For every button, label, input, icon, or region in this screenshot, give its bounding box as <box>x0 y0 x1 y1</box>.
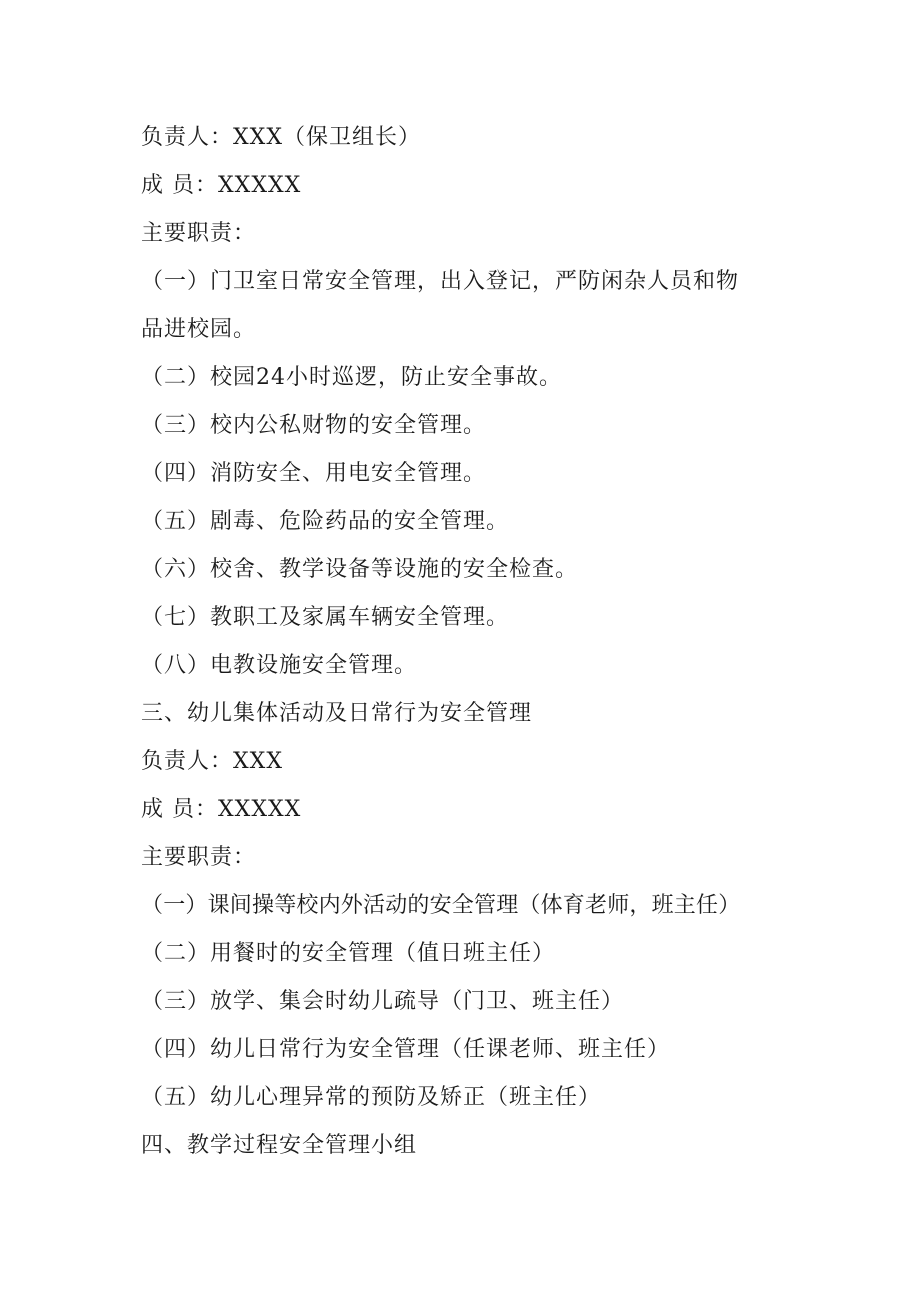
document-body <box>141 114 791 1170</box>
section-three-heading: 三、幼儿集体活动及日常行为安全管理 <box>141 701 533 726</box>
activity-duty-item-3: （三）放学、集会时幼儿疏导（门卫、班主任） <box>141 989 625 1014</box>
duty-item-7: （七）教职工及家属车辆安全管理。 <box>141 605 510 630</box>
security-lead-line: 负责人：XXX（保卫组长） <box>141 125 421 150</box>
activity-duty-item-5: （五）幼儿心理异常的预防及矫正（班主任） <box>141 1085 602 1110</box>
duty-item-4: （四）消防安全、用电安全管理。 <box>141 461 487 486</box>
duty-item-1: （一）门卫室日常安全管理，出入登记，严防闲杂人员和物 <box>141 269 740 294</box>
activity-duties-heading: 主要职责： <box>141 845 257 870</box>
duty-item-5: （五）剧毒、危险药品的安全管理。 <box>141 509 510 534</box>
duty-item-8: （八）电教设施安全管理。 <box>141 653 418 678</box>
duty-item-3: （三）校内公私财物的安全管理。 <box>141 413 487 438</box>
activity-lead-line: 负责人：XXX <box>141 749 283 774</box>
duty-item-6: （六）校舍、教学设备等设施的安全检查。 <box>141 557 579 582</box>
duty-item-2: （二）校园24小时巡逻，防止安全事故。 <box>141 365 562 390</box>
duty-item-1-continued: 品进校园。 <box>141 317 257 342</box>
security-duties-heading: 主要职责： <box>141 221 257 246</box>
activity-duty-item-2: （二）用餐时的安全管理（值日班主任） <box>141 941 556 966</box>
activity-members-line: 成 员：XXXXX <box>141 797 302 822</box>
section-four-heading: 四、教学过程安全管理小组 <box>141 1133 418 1158</box>
security-members-line: 成 员：XXXXX <box>141 173 302 198</box>
activity-duty-item-4: （四）幼儿日常行为安全管理（任课老师、班主任） <box>141 1037 671 1062</box>
activity-duty-item-1: （一）课间操等校内外活动的安全管理（体育老师，班主任） <box>141 893 741 918</box>
